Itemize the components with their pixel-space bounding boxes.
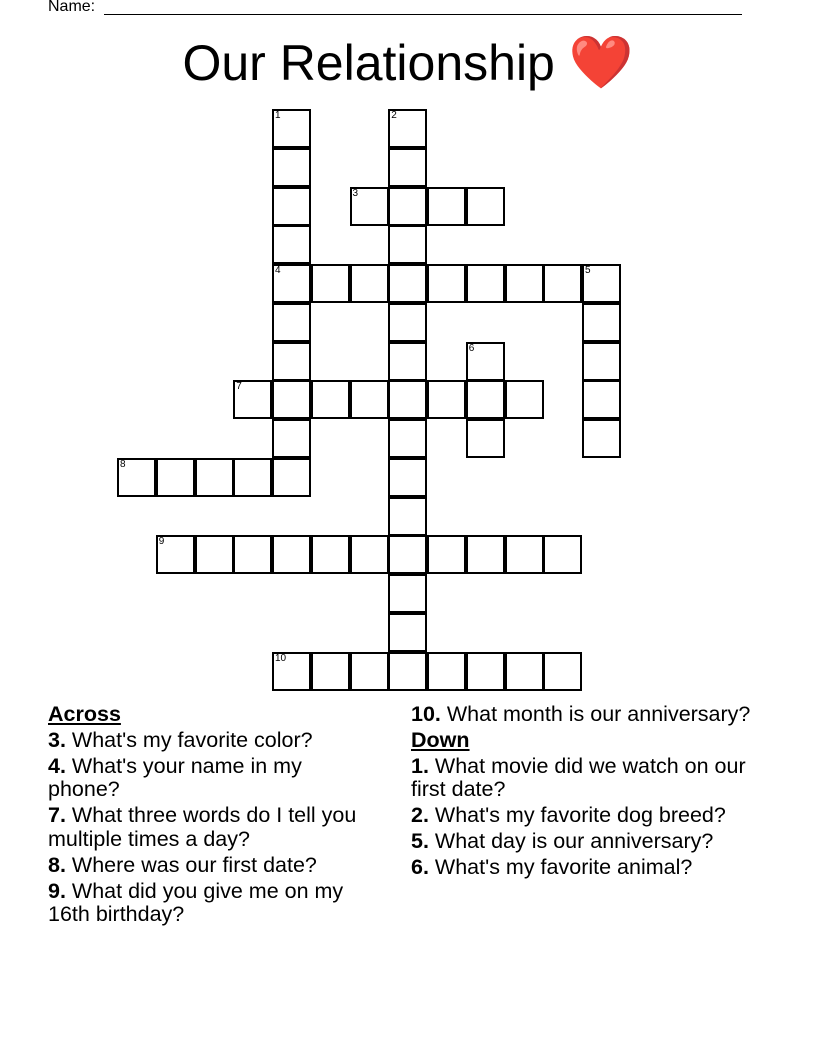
clue-text: What three words do I tell you multiple times a day? — [48, 803, 357, 851]
crossword-cell[interactable] — [388, 574, 427, 613]
down-clues — [411, 703, 751, 882]
crossword-cell[interactable] — [272, 380, 311, 419]
crossword-cell[interactable] — [505, 264, 544, 303]
crossword-cell[interactable] — [388, 225, 427, 264]
crossword-cell[interactable] — [272, 458, 311, 497]
crossword-cell[interactable] — [582, 342, 621, 381]
crossword-cell[interactable] — [543, 535, 582, 574]
clue-number: 8. — [48, 852, 66, 877]
clue-text: What month is our anniversary? — [440, 702, 751, 726]
crossword-cell[interactable] — [388, 187, 427, 226]
crossword-cell[interactable] — [388, 342, 427, 381]
clue-across-8 — [48, 854, 368, 878]
crossword-cell[interactable] — [505, 380, 544, 419]
clue-number: 9. — [48, 878, 66, 903]
clue-number-label: 4 — [275, 265, 281, 276]
crossword-cell[interactable] — [272, 109, 311, 148]
crossword-cell[interactable] — [311, 535, 350, 574]
clue-number-label: 3 — [352, 187, 359, 199]
crossword-cell[interactable] — [195, 458, 234, 497]
clue-text: Where was our first date? — [65, 852, 317, 877]
crossword-cell[interactable] — [427, 652, 466, 691]
clue-down-5 — [411, 830, 751, 854]
crossword-cell[interactable] — [311, 652, 350, 691]
crossword-cell[interactable] — [311, 380, 350, 419]
crossword-cell[interactable] — [388, 497, 427, 536]
crossword-cell[interactable] — [272, 225, 311, 264]
crossword-cell[interactable] — [466, 264, 505, 303]
crossword-cell[interactable] — [388, 303, 427, 342]
clue-text: What's my favorite color? — [65, 727, 313, 752]
crossword-cell[interactable] — [505, 535, 544, 574]
clue-down-6 — [411, 856, 751, 880]
clue-number: 5. — [411, 829, 429, 853]
clue-number-label: 2 — [391, 110, 397, 121]
crossword-cell[interactable] — [466, 652, 505, 691]
crossword-cell[interactable] — [427, 187, 466, 226]
clue-number-label: 7 — [236, 381, 242, 393]
down-heading: Down — [411, 728, 470, 752]
clue-number-label: 9 — [158, 536, 165, 548]
crossword-cell[interactable] — [466, 380, 505, 419]
crossword-cell[interactable] — [427, 380, 466, 419]
crossword-cell[interactable] — [117, 458, 156, 497]
crossword-cell[interactable] — [543, 652, 582, 691]
crossword-cell[interactable] — [582, 264, 621, 303]
clue-number-label: 10 — [275, 652, 287, 664]
crossword-cell[interactable] — [388, 148, 427, 187]
heart-emoji-icon: ❤️ — [568, 33, 634, 93]
crossword-cell[interactable] — [350, 380, 389, 419]
across-heading: Across — [48, 702, 121, 726]
clue-number: 3. — [48, 727, 66, 752]
clue-number: 7. — [48, 803, 66, 827]
crossword-cell[interactable] — [543, 264, 582, 303]
name-label: Name: — [48, 0, 96, 15]
clue-number-label: 1 — [275, 110, 281, 121]
crossword-cell[interactable] — [272, 342, 311, 381]
crossword-cell[interactable] — [272, 419, 311, 458]
crossword-cell[interactable] — [272, 187, 311, 226]
crossword-cell[interactable] — [388, 535, 427, 574]
crossword-cell[interactable] — [350, 264, 389, 303]
crossword-cell[interactable] — [272, 535, 311, 574]
crossword-cell[interactable] — [233, 380, 272, 419]
crossword-cell[interactable] — [582, 380, 621, 419]
clue-across-9 — [48, 880, 368, 927]
crossword-cell[interactable] — [272, 148, 311, 187]
crossword-cell[interactable] — [427, 535, 466, 574]
clue-number: 2. — [411, 803, 429, 827]
crossword-cell[interactable] — [388, 109, 427, 148]
crossword-cell[interactable] — [388, 264, 427, 303]
clue-text: What day is our anniversary? — [428, 829, 714, 853]
crossword-cell[interactable] — [350, 187, 389, 226]
clue-text: What movie did we watch on our first date? — [411, 753, 746, 801]
clue-number-label: 5 — [585, 265, 591, 276]
clue-number: 1. — [411, 753, 429, 778]
title-text: Our Relationship — [182, 35, 555, 91]
across-clues — [48, 703, 368, 929]
crossword-cell[interactable] — [582, 419, 621, 458]
crossword-cell[interactable] — [505, 652, 544, 691]
crossword-cell[interactable] — [466, 187, 505, 226]
crossword-cell[interactable] — [350, 652, 389, 691]
crossword-cell[interactable] — [350, 535, 389, 574]
crossword-cell[interactable] — [272, 652, 311, 691]
crossword-cell[interactable] — [272, 264, 311, 303]
crossword-cell[interactable] — [311, 264, 350, 303]
clue-text: What's my favorite dog breed? — [428, 803, 726, 827]
crossword-cell[interactable] — [388, 652, 427, 691]
clue-text: What did you give me on my 16th birthday? — [48, 878, 344, 926]
clue-across-7 — [48, 804, 368, 851]
clue-down-2 — [411, 804, 751, 828]
crossword-cell[interactable] — [233, 535, 272, 574]
crossword-cell[interactable] — [233, 458, 272, 497]
clue-text: What's my favorite animal? — [428, 855, 693, 879]
crossword-cell[interactable] — [466, 419, 505, 458]
crossword-cell[interactable] — [195, 535, 234, 574]
crossword-cell[interactable] — [156, 535, 195, 574]
clue-number-label: 6 — [468, 342, 475, 354]
clue-down-1 — [411, 755, 751, 802]
clue-across-10 — [411, 703, 751, 727]
clue-number-label: 8 — [120, 458, 126, 470]
clue-number: 10. — [411, 702, 441, 726]
crossword-cell[interactable] — [582, 303, 621, 342]
clue-across-3 — [48, 729, 368, 753]
clue-across-4 — [48, 755, 368, 802]
clue-text: What's your name in my phone? — [48, 753, 302, 801]
crossword-cell[interactable] — [388, 458, 427, 497]
crossword-cell[interactable] — [466, 535, 505, 574]
crossword-cell[interactable] — [156, 458, 195, 497]
crossword-cell[interactable] — [466, 342, 505, 381]
crossword-cell[interactable] — [427, 264, 466, 303]
crossword-cell[interactable] — [272, 303, 311, 342]
crossword-cell[interactable] — [388, 613, 427, 652]
clue-number: 6. — [411, 855, 429, 879]
crossword-cell[interactable] — [388, 380, 427, 419]
crossword-cell[interactable] — [388, 419, 427, 458]
clue-number: 4. — [48, 753, 66, 778]
